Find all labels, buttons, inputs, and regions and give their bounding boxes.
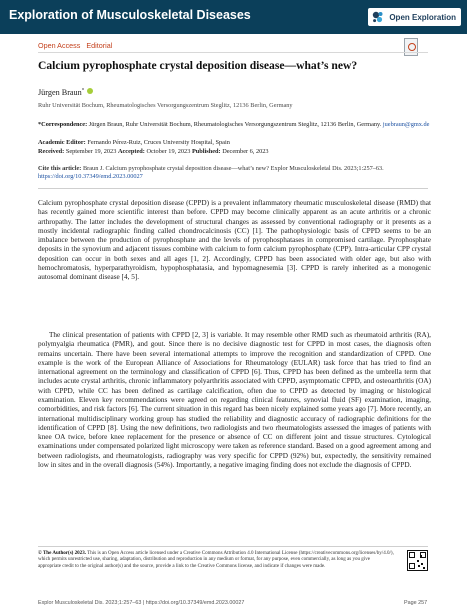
author-line: [38, 88, 93, 97]
open-exploration-logo-icon: [371, 10, 385, 24]
received-label: Received:: [38, 148, 65, 155]
accepted-date: October 19, 2023: [146, 148, 191, 155]
body-paragraph-1: Calcium pyrophosphate crystal deposition disease (CPPD) is a prevalent inflammatory rheumatic musculoskeletal disease (RMD) that has recently gained more scientific interest than before. CPPD may become clinically apparent as an acute arthritis or a chronic arthropathy. The latter includes the development of structural changes as assessed by conventional radiography or it presents as a mostly incidental radiographic finding called chondrocalcinosis (CC) [1]. The pathophysiologic basis of CPPD seems to be an imbalance between the production of pyrophosphate and the levels of pyrophosphatases in compromised cartilage. Pyrophosphate deposits in the synovium and adjacent tissues combine with calcium to form calcium pyrophosphate (CPP). Intra-articular CPP crystal deposition can occur in both sexes and all ages [1, 2]. Accordingly, CPPD has been associated with older age, but also with hemochromatosis, hyperparathyroidism, hypophosphatasia, and hypomagnesemia [3]. CPPD is rarely inherited as a monogenic autosomal dominant disease [4, 5].: [38, 199, 431, 282]
academic-editor: [38, 139, 230, 146]
author-marker: *: [81, 88, 85, 94]
editor-label: Academic Editor:: [38, 139, 86, 146]
license-text: This is an Open Access article licensed under a Creative Commons Attribution 4.0 International License (https://creativecommons.org/licenses/by/4.0/), which permits unrestricted use, sharing, adaptation, distribution and reproduction in any medium or format, for any purpose, even commercially, as long as you give appropriate credit to the original author(s) and the source, provide a link to the Creative Commons license, and indicate if changes were made.: [38, 550, 394, 569]
author-name[interactable]: Jürgen Braun: [38, 88, 82, 97]
page-number: Page 257: [404, 600, 428, 606]
check-for-updates-icon[interactable]: [404, 38, 418, 56]
journal-name: Exploration of Musculoskeletal Diseases: [9, 8, 251, 22]
citation-doi-link[interactable]: https://doi.org/10.37349/emd.2023.00027: [38, 173, 143, 181]
correspondence-email[interactable]: juebraun@gmx.de: [382, 121, 430, 128]
citation-text: Braun J. Calcium pyrophosphate crystal deposition disease—what’s new? Explor Musculoskeletal Dis. 2023;1:257–63.: [82, 165, 384, 172]
brand-label: Open Exploration: [389, 12, 456, 22]
article-type: Editorial: [86, 41, 113, 50]
published-label: Published:: [191, 148, 221, 155]
orcid-icon[interactable]: [87, 88, 93, 94]
copyright-notice: © The Author(s) 2023.: [38, 550, 86, 556]
body-paragraph-2: The clinical presentation of patients with CPPD [2, 3] is variable. It may resemble other RMD such as rheumatoid arthritis (RA), polymyalgia rheumatica (PMR), and gout. Since there is no decisive diagnostic test for CPPD in most cases, the diagnosis often remains uncertain. There have been several international attempts to improve the recognition and standardization of CPPD. One example is the work of the European Alliance of Associations for Rheumatology (EULAR) task force that has tried to find an international agreement on the terminology and classification of CPPD [6]. Thus, CPPD has been defined as the umbrella term that includes acute crystal arthritis, chronic inflammatory polyarthritis associated with CPPD, asymptomatic CPPD, and osteoarthritis (OA) with CPPD, while CC has been defined as cartilage calcification, often due to CPPD as detected by imaging or histological examination. Eleven key recommendations were agreed on regarding clinical features, synovial fluid (SF) examination, imaging, comorbidities, and risk factors [6]. The current situation in this regard has been nicely explained some years ago [7]. More recently, an international multidisciplinary working group has studied the reliability and diagnostic accuracy of radiographic definitions for the identification of CPPD [8]. Using the new definitions, two radiologists and two rheumatologists assessed the images of patients with knee OA twice, before knee replacement for the presence or absence of CC on different joint and tissue structures. Cytological examinations under compensated polarized light microscopy were taken as reference standard. Based on a good agreement among and between radiologists, and rheumatologists, radiography was very specific for CPPD (92%) but, expectedly, the sensitivity remained low in sites and in the overall diagnosis (54%). Importantly, a negative imaging finding does not exclude the diagnosis of CPPD.: [38, 331, 431, 469]
correspondence: [38, 121, 433, 129]
divider: [38, 546, 428, 547]
article-meta: [38, 41, 112, 50]
footer-citation: Explor Musculoskeletal Dis. 2023;1:257–63 | https://doi.org/10.37349/emd.2023.00027: [38, 600, 245, 606]
brand-badge[interactable]: [368, 8, 461, 26]
correspondence-label: *Correspondence:: [38, 121, 88, 128]
received-date: September 19, 2023: [65, 148, 117, 155]
license-notice: [38, 550, 394, 569]
open-access-label: Open Access: [38, 41, 81, 50]
article-dates: [38, 148, 269, 155]
divider: [38, 188, 428, 189]
affiliation: Ruhr Universität Bochum, Rheumatologisches Versorgungszentrum Steglitz, 12136 Berlin, Germany: [38, 102, 293, 109]
qr-code-icon: [407, 550, 428, 571]
accepted-label: Accepted:: [117, 148, 145, 155]
published-date: December 6, 2023: [222, 148, 269, 155]
journal-header: [0, 0, 467, 34]
article-title: Calcium pyrophosphate crystal deposition disease—what’s new?: [38, 59, 358, 72]
editor-text: Fernando Pérez-Ruiz, Cruces University Hospital, Spain: [87, 139, 230, 146]
citation-label: Cite this article:: [38, 165, 82, 172]
divider: [38, 52, 428, 53]
citation: [38, 165, 433, 182]
correspondence-text: Jürgen Braun, Ruhr Universität Bochum, Rheumatologisches Versorgungszentrum Steglitz, 12136 Berlin, Germany.: [88, 121, 382, 128]
